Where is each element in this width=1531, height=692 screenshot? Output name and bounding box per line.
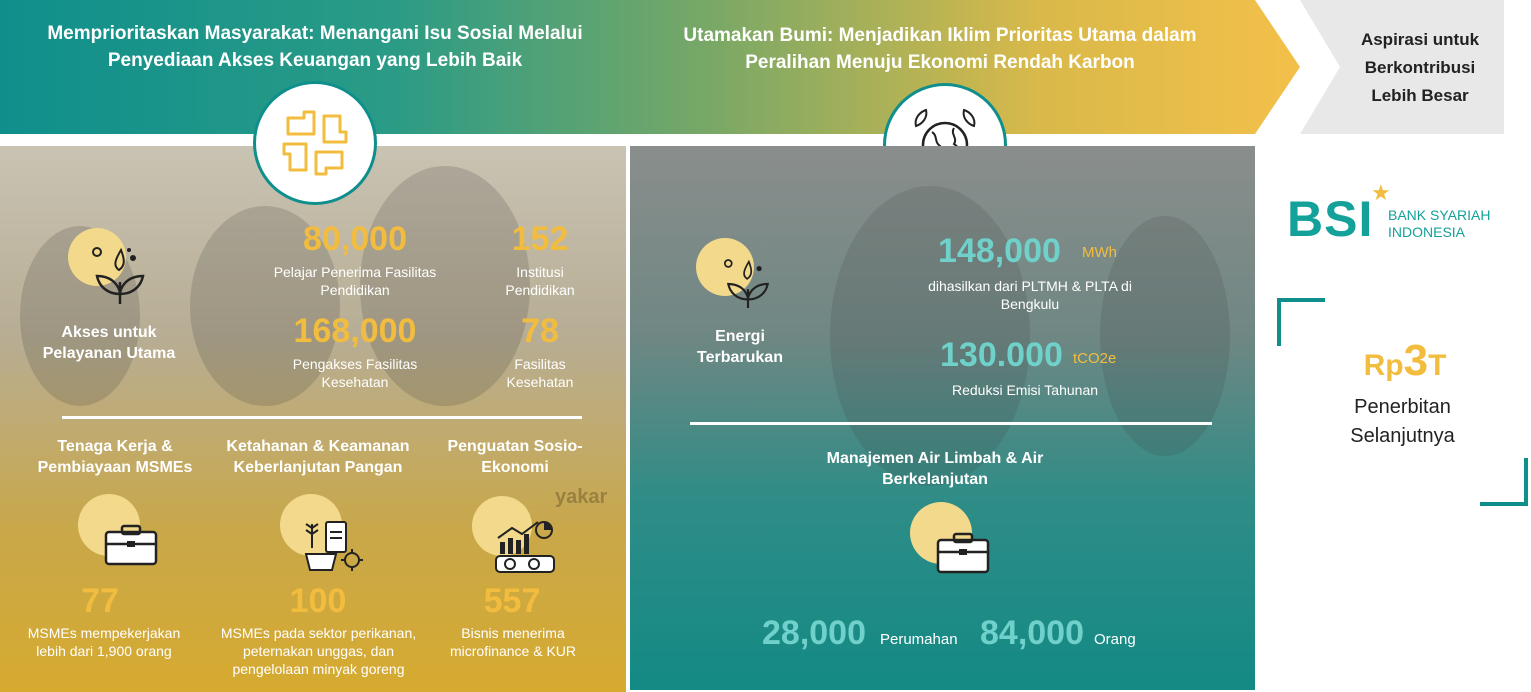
bottom-caption: Bisnis menerima microfinance & KUR — [449, 625, 577, 659]
briefcase-icon — [104, 524, 158, 566]
stat-caption: Pengakses Fasilitas Kesehatan — [292, 356, 418, 390]
star-icon: ★ — [1371, 180, 1391, 205]
socio-economic-icon — [494, 518, 556, 574]
houses-unit: Perumahan — [880, 631, 958, 648]
bottom-caption: MSMEs pada sektor perikanan, peternakan unggas, dan pengelolaan minyak goreng — [220, 625, 417, 677]
stat-value: 168,000 — [293, 312, 417, 350]
right-panel — [630, 146, 1255, 690]
access-label: Akses untuk Pelayanan Utama — [42, 324, 176, 362]
left-banner-title: Memprioritaskan Masyarakat: Menangani Isu Sosial Melalui Penyediaan Akses Keuangan yang Lebih Baik — [47, 23, 583, 71]
issuance-label: Penerbitan Selanjutnya — [1350, 396, 1455, 447]
energy-caption: dihasilkan dari PLTMH & PLTA di Bengkulu — [928, 278, 1132, 312]
bottom-value: 77 — [81, 582, 119, 620]
bottom-caption: MSMEs mempekerjakan lebih dari 1,900 orang — [27, 625, 181, 659]
emission-unit: tCO2e — [1073, 350, 1117, 367]
bottom-value: 100 — [289, 582, 347, 620]
divider — [690, 422, 1212, 425]
left-panel — [0, 146, 626, 692]
bsi-logo: BSI — [1287, 191, 1374, 247]
people-value: 84,000 — [980, 614, 1084, 652]
energy-unit: MWh — [1082, 244, 1117, 261]
hands-circle — [256, 84, 374, 202]
aspiration-text: Aspirasi untuk Berkontribusi Lebih Besar — [1360, 30, 1480, 105]
energy-value: 148,000 — [938, 232, 1061, 270]
issuance-amount — [1345, 336, 1465, 386]
emission-caption: Reduksi Emisi Tahunan — [951, 382, 1099, 398]
bottom-title: Ketahanan & Keamanan Keberlanjutan Pangan — [226, 438, 410, 476]
energy-label: Energi Terbarukan — [697, 328, 783, 366]
rp-number: 3 — [1403, 336, 1429, 385]
plant-water-icon — [718, 254, 778, 314]
background-sign-text: yakar — [555, 486, 608, 508]
stat-caption: Pelajar Penerima Fasilitas Pendidikan — [273, 264, 437, 298]
bsi-logo-subtitle: BANK SYARIAH INDONESIA — [1388, 207, 1491, 240]
stat-caption: Institusi Pendidikan — [505, 264, 575, 298]
rp-suffix: T — [1428, 349, 1447, 382]
briefcase-icon — [936, 532, 990, 574]
bottom-value: 557 — [483, 582, 541, 620]
corner-bracket — [1277, 298, 1325, 346]
right-banner-title: Utamakan Bumi: Menjadikan Iklim Prioritas Utama dalam Peralihan Menuju Ekonomi Rendah Karbon — [683, 25, 1197, 73]
plant-water-icon — [85, 246, 155, 306]
water-label: Manajemen Air Limbah & Air Berkelanjutan — [826, 450, 1044, 488]
stat-value: 78 — [521, 312, 559, 350]
food-security-icon — [304, 518, 364, 574]
stat-value: 80,000 — [303, 220, 407, 258]
photo-figure — [1100, 216, 1230, 456]
stat-value: 152 — [511, 220, 569, 258]
bottom-title: Penguatan Sosio-Ekonomi — [447, 438, 583, 476]
stat-caption: Fasilitas Kesehatan — [506, 356, 574, 390]
hands-icon — [280, 108, 350, 178]
emission-value: 130.000 — [940, 336, 1063, 374]
divider — [62, 416, 582, 419]
houses-value: 28,000 — [762, 614, 866, 652]
rp-prefix: Rp — [1363, 349, 1404, 382]
people-unit: Orang — [1094, 631, 1136, 648]
bottom-title: Tenaga Kerja & Pembiayaan MSMEs — [37, 438, 193, 476]
corner-bracket — [1480, 458, 1528, 506]
